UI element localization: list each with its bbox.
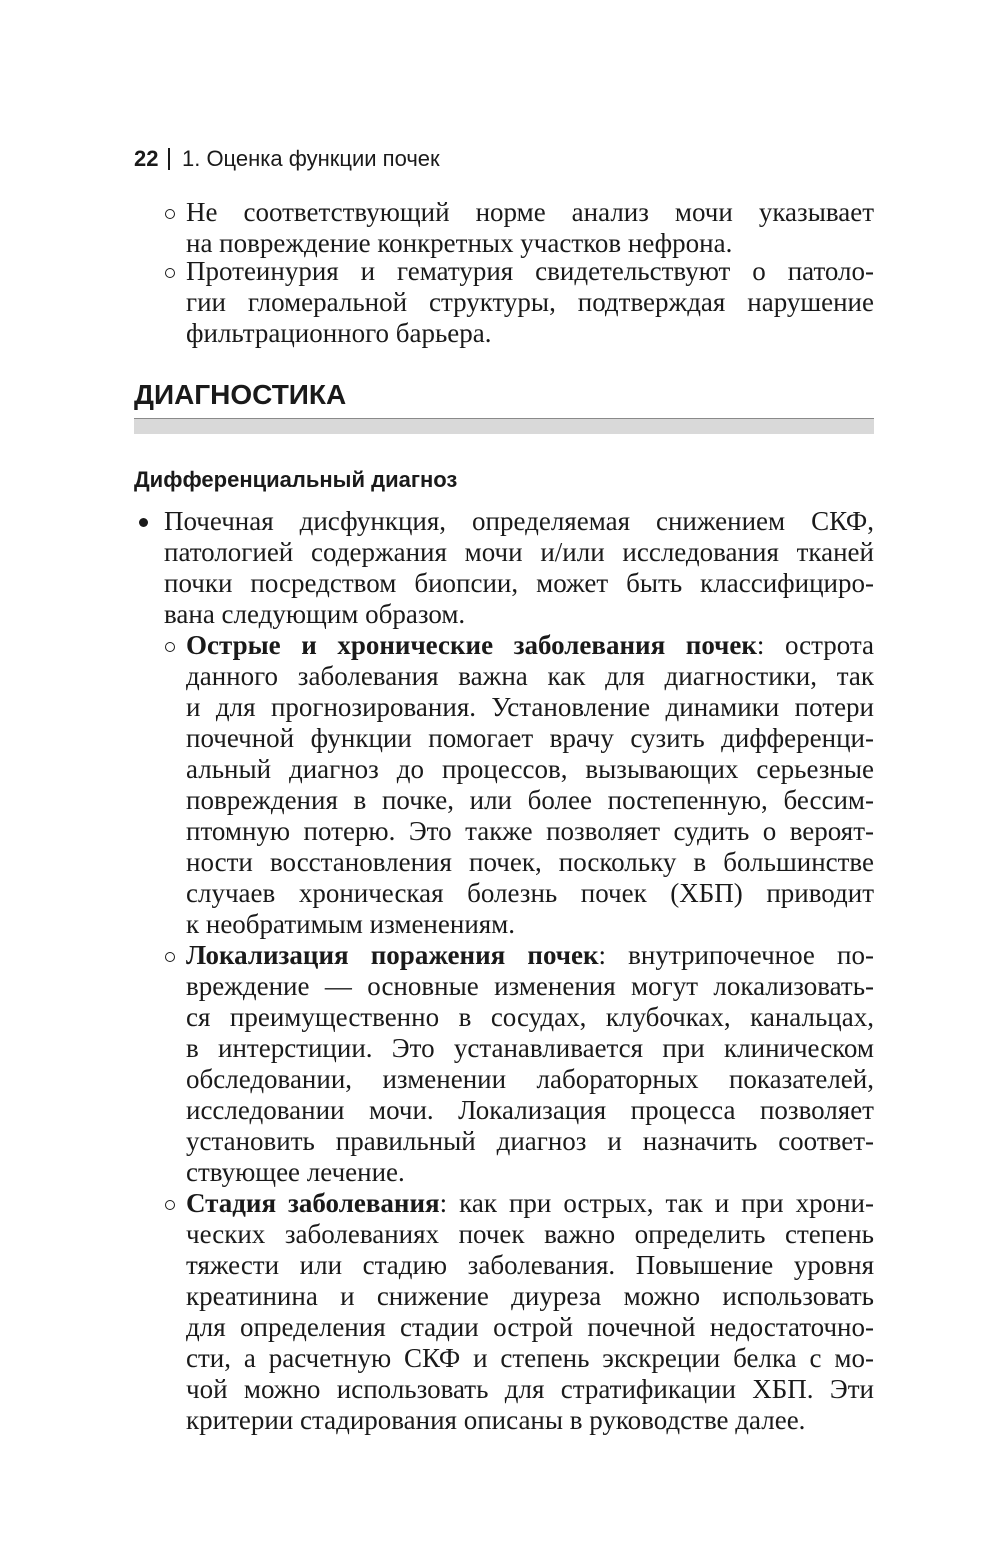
paragraph-line: вреждение — основные изменения могут локализовать- [186,971,874,1001]
paragraph-line: Не соответствующий норме анализ мочи указывает [186,197,874,227]
item-lead-line [186,630,874,661]
paragraph-line: в интерстиции. Это устанавливается при клиническом [186,1033,874,1063]
item-term: Локализация поражения почек [186,940,599,970]
paragraph-line: вана следующим образом. [164,599,466,629]
page-number: 22 [134,146,159,171]
item-term: Стадия заболевания [186,1188,440,1218]
paragraph-line: Протеинурия и гематурия свидетельствуют о патоло- [186,256,874,286]
circle-bullet-icon [165,1200,175,1210]
subsection-title: Дифференциальный диагноз [134,467,458,492]
item-text: : как при острых, так и при хрони- [439,1188,874,1218]
paragraph-line: сти, а расчетную СКФ и степень экскреции белка с мо- [186,1343,874,1373]
paragraph-line: ствующее лечение. [186,1157,405,1187]
paragraph-line: на повреждение конкретных участков нефрона. [186,228,733,258]
section-divider [134,418,874,434]
circle-bullet-icon [165,268,175,278]
paragraph-line: альный диагноз до процессов, вызывающих серьезные [186,754,874,784]
paragraph-line: почки посредством биопсии, может быть классифициро- [164,568,874,598]
item-lead-line [186,1188,874,1219]
paragraph-line: исследовании мочи. Локализация процесса позволяет [186,1095,874,1125]
paragraph-line: для определения стадии острой почечной недостаточно- [186,1312,874,1342]
paragraph-line: установить правильный диагноз и назначить соответ- [186,1126,874,1156]
item-text: : острота [756,630,874,660]
paragraph-line: к необратимым изменениям. [186,909,516,939]
paragraph-line: почечной функции помогает врачу сузить дифференци- [186,723,874,753]
circle-bullet-icon [165,952,175,962]
paragraph-line: креатинина и снижение диуреза можно использовать [186,1281,874,1311]
paragraph-line: повреждения в почке, или более постепенную, бессим- [186,785,874,815]
paragraph-line: данного заболевания важна как для диагностики, так [186,661,874,691]
paragraph-line: птомную потерю. Это также позволяет судить о вероят- [186,816,874,846]
running-head [134,146,440,172]
paragraph-line: случаев хроническая болезнь почек (ХБП) приводит [186,878,874,908]
item-term: Острые и хронические заболевания почек [186,630,757,660]
paragraph-line: патологией содержания мочи и/или исследования тканей [164,537,874,567]
header-divider [168,148,170,170]
item-text: : внутрипочечное по- [598,940,874,970]
paragraph-line: ности восстановления почек, поскольку в большинстве [186,847,874,877]
circle-bullet-icon [165,642,175,652]
paragraph-line: фильтрационного барьера. [186,318,492,348]
paragraph-line: критерии стадирования описаны в руководстве далее. [186,1405,806,1435]
paragraph-line: Почечная дисфункция, определяемая снижением СКФ, [164,506,874,536]
chapter-title: 1. Оценка функции почек [181,146,440,171]
item-lead-line [186,940,874,971]
paragraph-line: ся преимущественно в сосудах, клубочках, канальцах, [186,1002,874,1032]
paragraph-line: ческих заболеваниях почек важно определить степень [186,1219,874,1249]
circle-bullet-icon [165,209,175,219]
paragraph-line: гии гломеральной структуры, подтверждая нарушение [186,287,874,317]
disc-bullet-icon [139,518,148,527]
paragraph-line: тяжести или стадию заболевания. Повышение уровня [186,1250,874,1280]
section-title: ДИАГНОСТИКА [134,379,347,410]
paragraph-line: чой можно использовать для стратификации ХБП. Эти [186,1374,874,1404]
paragraph-line: обследовании, изменении лабораторных показателей, [186,1064,874,1094]
paragraph-line: и для прогнозирования. Установление динамики потери [186,692,874,722]
